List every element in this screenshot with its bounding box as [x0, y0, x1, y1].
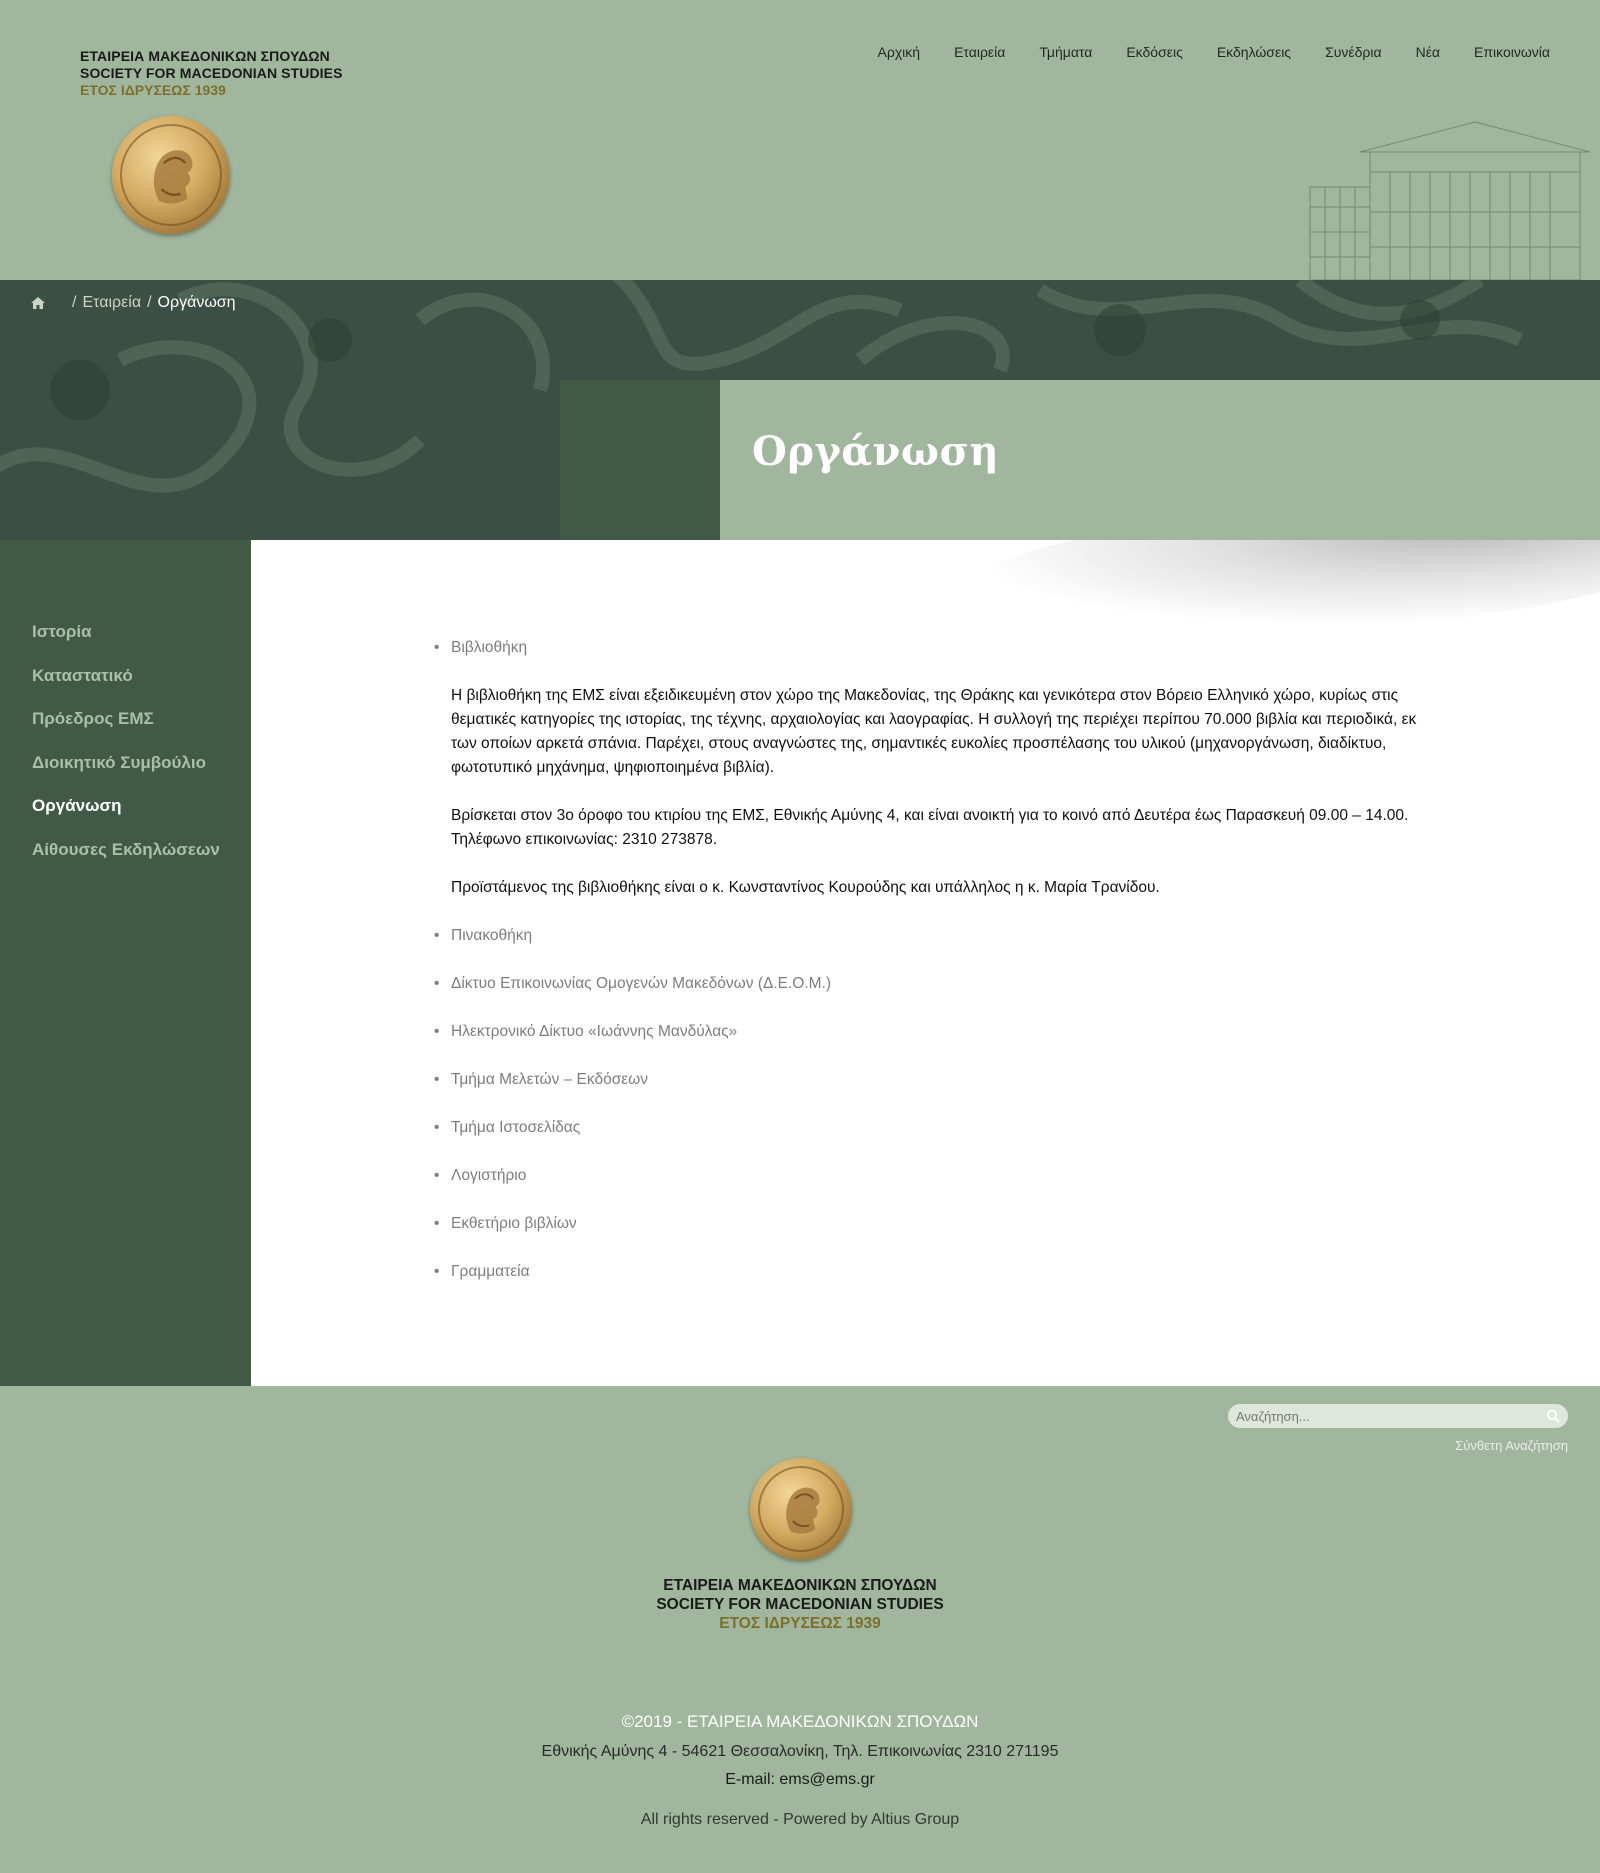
sidebar-item-event-halls[interactable]: Αίθουσες Εκδηλώσεων — [32, 839, 220, 859]
list-item[interactable]: • Εκθετήριο βιβλίων — [434, 1212, 1434, 1236]
main-nav — [844, 44, 1550, 60]
list-item-library[interactable]: • Βιβλιοθήκη — [434, 636, 1434, 660]
title-panel — [720, 380, 1600, 540]
footer-brand-founded: ΕΤΟΣ ΙΔΡΥΣΕΩΣ 1939 — [719, 1615, 881, 1632]
society-seal-logo[interactable] — [750, 1458, 852, 1560]
list-item[interactable]: • Τμήμα Ιστοσελίδας — [434, 1116, 1434, 1140]
footer-brand — [0, 1576, 1600, 1633]
list-item[interactable]: • Ηλεκτρονικό Δίκτυο «Ιωάννης Μανδύλας» — [434, 1020, 1434, 1044]
page-title: Οργάνωση — [752, 428, 1000, 475]
nav-news[interactable]: Νέα — [1415, 44, 1441, 60]
home-icon[interactable] — [30, 296, 46, 310]
departments-list — [434, 636, 1434, 1308]
sidebar-item-organization[interactable]: Οργάνωση — [32, 796, 122, 815]
list-item[interactable]: • Δίκτυο Επικοινωνίας Ομογενών Μακεδόνων (Δ.Ε.Ο.Μ.) — [434, 972, 1434, 996]
nav-conferences[interactable]: Συνέδρια — [1325, 44, 1382, 60]
main-content — [251, 540, 1600, 1386]
sidebar — [0, 540, 251, 1386]
address: Εθνικής Αμύνης 4 - 54621 Θεσσαλονίκη, Τηλ. Επικοινωνίας 2310 271195 — [541, 1743, 1059, 1760]
title-accent-block — [560, 380, 720, 540]
site-footer — [0, 1386, 1600, 1873]
sidebar-item-board[interactable]: Διοικητικό Συμβούλιο — [32, 752, 206, 772]
list-item[interactable]: • Λογιστήριο — [434, 1164, 1434, 1188]
sidebar-item-history[interactable]: Ιστορία — [32, 622, 92, 641]
sidebar-item-president[interactable]: Πρόεδρος ΕΜΣ — [32, 709, 154, 728]
advanced-search-link[interactable]: Σύνθετη Αναζήτηση — [1455, 1438, 1568, 1453]
library-staff: Προϊστάμενος της βιβλιοθήκης είναι ο κ. Κωνσταντίνος Κουρούδης και υπάλληλος η κ. Μαρία Τρανίδου. — [451, 879, 1160, 896]
search-icon[interactable] — [1546, 1409, 1560, 1423]
sidebar-item-statute[interactable]: Καταστατικό — [32, 665, 133, 685]
brand-founded: ΕΤΟΣ ΙΔΡΥΣΕΩΣ 1939 — [80, 82, 226, 98]
breadcrumb-separator: / — [147, 294, 152, 311]
page-banner — [0, 280, 1600, 540]
breadcrumb — [30, 294, 236, 312]
list-item[interactable]: • Γραμματεία — [434, 1260, 1434, 1284]
library-description: Η βιβλιοθήκη της ΕΜΣ είναι εξειδικευμένη στον χώρο της Μακεδονίας, της Θράκης και γενικότερα στον Βόρειο Ελληνικό χώρο, κυρίως στις θεματικές κατηγορίες της ιστορίας, της τέχνης, αρχαιολογίας και λαογραφίας. Η συλλογή της περιέχει περίπου 70.000 βιβλία και περιοδικά, εκ των οποίων αρκετά σπάνια. Παρέχει, στους αναγνώστες της, σημαντικές ευκολίες προσπέλασης του υλικού (μηχανοργάνωση, διαδίκτυο, φωτοτυπικό μηχάνημα, ψηφιοποιημένα βιβλία). — [451, 687, 1417, 776]
search-input[interactable] — [1236, 1406, 1536, 1426]
brand-name-english: SOCIETY FOR MACEDONIAN STUDIES — [80, 65, 343, 81]
rights-notice: All rights reserved - Powered by Altius Group — [640, 1811, 960, 1828]
decorative-shadow — [968, 540, 1600, 648]
breadcrumb-current: Οργάνωση — [157, 294, 236, 311]
footer-brand-english: SOCIETY FOR MACEDONIAN STUDIES — [656, 1596, 944, 1613]
list-item[interactable]: • Τμήμα Μελετών – Εκδόσεων — [434, 1068, 1434, 1092]
footer-brand-greek: ΕΤΑΙΡΕΙΑ ΜΑΚΕΔΟΝΙΚΩΝ ΣΠΟΥΔΩΝ — [663, 1577, 937, 1594]
search-box — [1228, 1404, 1568, 1428]
breadcrumb-separator: / — [72, 294, 77, 311]
brand-text[interactable] — [80, 48, 343, 99]
breadcrumb-parent[interactable]: Εταιρεία — [82, 294, 142, 311]
copyright: ©2019 - ΕΤΑΙΡΕΙΑ ΜΑΚΕΔΟΝΙΚΩΝ ΣΠΟΥΔΩΝ — [621, 1712, 979, 1731]
email[interactable]: E-mail: ems@ems.gr — [725, 1771, 875, 1788]
nav-home[interactable]: Αρχική — [877, 44, 921, 60]
nav-society[interactable]: Εταιρεία — [954, 44, 1006, 60]
nav-publications[interactable]: Εκδόσεις — [1126, 44, 1183, 60]
list-item[interactable]: • Πινακοθήκη — [434, 924, 1434, 948]
nav-events[interactable]: Εκδηλώσεις — [1216, 44, 1292, 60]
society-seal-logo[interactable] — [112, 116, 230, 234]
brand-name-greek: ΕΤΑΙΡΕΙΑ ΜΑΚΕΔΟΝΙΚΩΝ ΣΠΟΥΔΩΝ — [80, 48, 330, 64]
site-header — [0, 0, 1600, 280]
library-hours: Βρίσκεται στον 3ο όροφο του κτιρίου της ΕΜΣ, Εθνικής Αμύνης 4, και είναι ανοικτή για το κοινό από Δευτέρα έως Παρασκευή 09.00 – 14.00. Τηλέφωνο επικοινωνίας: 2310 273878. — [451, 807, 1409, 848]
nav-contact[interactable]: Επικοινωνία — [1474, 44, 1550, 60]
nav-departments[interactable]: Τμήματα — [1039, 44, 1093, 60]
footer-info — [0, 1710, 1600, 1832]
building-illustration — [1300, 112, 1600, 280]
